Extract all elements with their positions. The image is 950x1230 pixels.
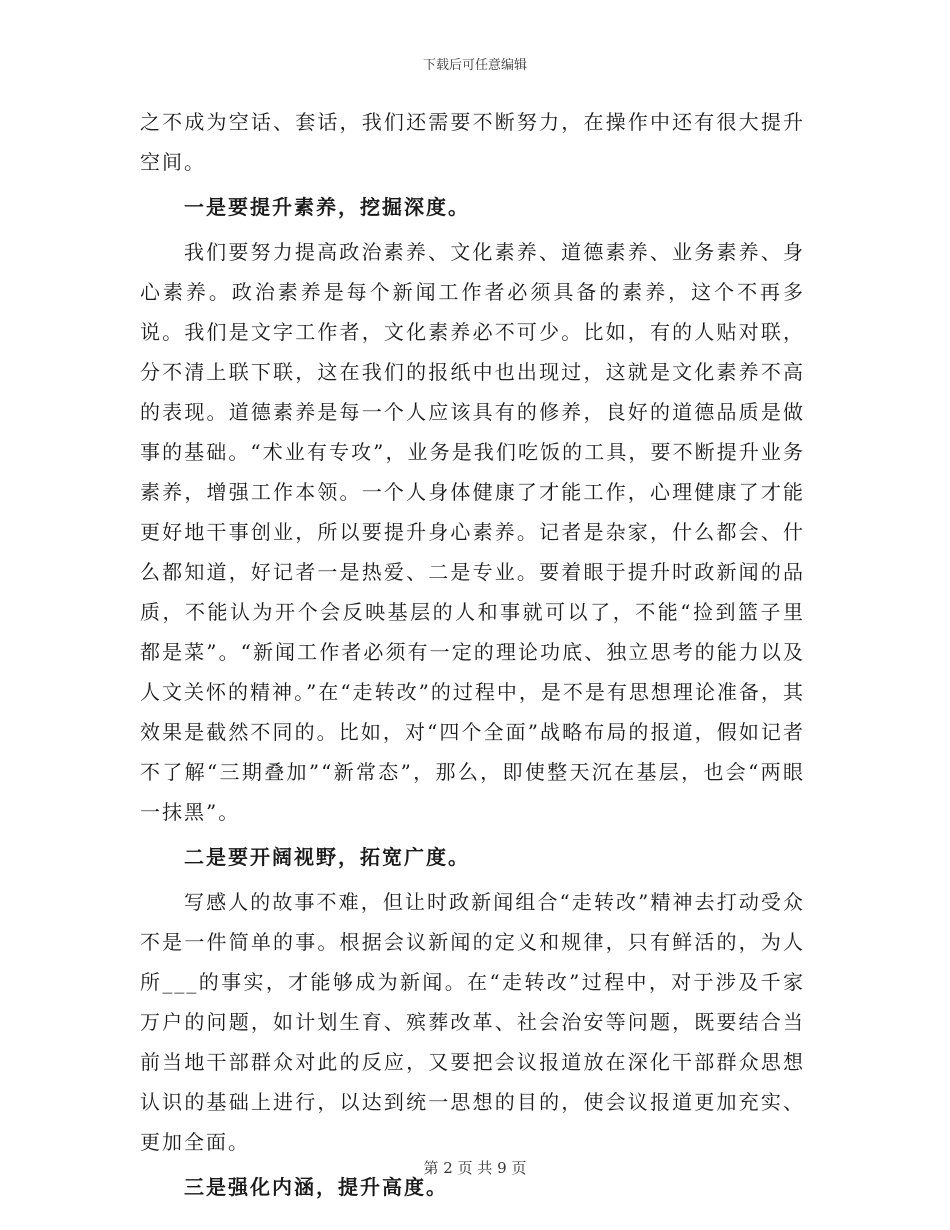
page-number: 第 2 页 共 9 页 [423, 1159, 527, 1177]
paragraph-continued: 之不成为空话、套话，我们还需要不断努力，在操作中还有很大提升空间。 [140, 110, 805, 174]
section-heading-3: 三是强化内涵，提升高度。 [184, 1175, 448, 1199]
document-body [140, 102, 805, 1212]
paragraph-quality: 我们要努力提高政治素养、文化素养、道德素养、业务素养、身心素养。政治素养是每个新闻工作者必须具备的素养，这个不再多说。我们是文字工作者，文化素养必不可少。比如，有的人贴对联，分不清上联下联，这在我们的报纸中也出现过，这就是文化素养不高的表现。道德素养是每一个人应该具有的修养，良好的道德品质是做事的基础。“术业有专攻”，业务是我们吃饭的工具，要不断提升业务素养，增强工作本领。一个人身体健康了才能工作，心理健康了才能更好地干事创业，所以要提升身心素养。记者是杂家，什么都会、什么都知道，好记者一是热爱、二是专业。要着眼于提升时政新闻的品质，不能认为开个会反映基层的人和事就可以了，不能“捡到篮子里都是菜”。“新闻工作者必须有一定的理论功底、独立思考的能力以及人文关怀的精神。”在“走转改”的过程中，是不是有思想理论准备，其效果是截然不同的。比如，对“四个全面”战略布局的报道，假如记者不了解“三期叠加”“新常态”，那么，即使整天沉在基层，也会“两眼一抹黑”。 [140, 240, 805, 824]
section-heading-2: 二是要开阔视野，拓宽广度。 [184, 845, 470, 869]
section-heading-1: 一是要提升素养，挖掘深度。 [184, 195, 470, 219]
page-header: 下载后可任意编辑 [422, 58, 527, 73]
paragraph-vision: 写感人的故事不难，但让时政新闻组合“走转改”精神去打动受众不是一件简单的事。根据会议新闻的定义和规律，只有鲜活的，为人所___的事实，才能够成为新闻。在“走转改”过程中，对于涉及千家万户的问题，如计划生育、殡葬改革、社会治安等问题，既要结合当前当地干部群众对此的反应，又要把会议报道放在深化干部群众思想认识的基础上进行，以达到统一思想的目的，使会议报道更加充实、更加全面。 [140, 890, 805, 1154]
